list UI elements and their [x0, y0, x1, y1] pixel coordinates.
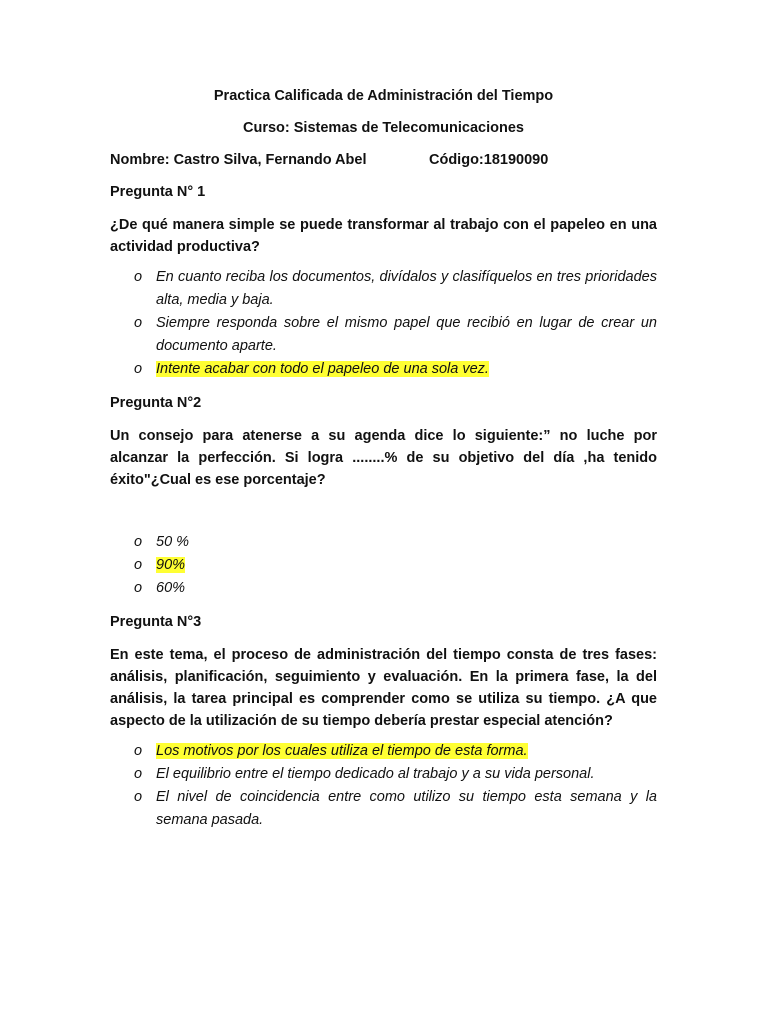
option-text: Siempre responda sobre el mismo papel que recibió en lugar de crear un documento aparte.: [156, 315, 657, 354]
bullet-icon: o: [134, 534, 143, 550]
question-1-option-2: [110, 312, 657, 358]
bullet-icon: o: [134, 743, 143, 759]
question-1-option-3: [110, 358, 657, 381]
student-info-row: [110, 150, 657, 170]
bullet-icon: o: [134, 580, 143, 596]
option-text-highlighted: 90%: [156, 557, 186, 573]
question-2-option-2: [110, 554, 657, 577]
option-text: 50 %: [156, 534, 190, 550]
question-2-option-3: [110, 577, 657, 600]
bullet-icon: o: [134, 315, 143, 331]
question-1-option-1: [110, 266, 657, 312]
question-2-option-1: [110, 531, 657, 554]
bullet-icon: o: [134, 766, 143, 782]
question-2-options: [110, 531, 657, 600]
question-2-heading: Pregunta N°2: [110, 395, 202, 411]
student-code: Código:18190090: [429, 152, 549, 168]
document-page: [110, 86, 657, 844]
bullet-icon: o: [134, 361, 143, 377]
option-text: En cuanto reciba los documentos, divídalos y clasifíquelos en tres prioridades alta, media y baja.: [156, 269, 657, 308]
question-2-text: Un consejo para atenerse a su agenda dice lo siguiente:” no luche por alcanzar la perfección. Si logra ........% de su objetivo del día ,ha tenido éxito"¿Cual es ese porcentaje?: [110, 428, 657, 488]
question-3-options: [110, 740, 657, 832]
question-3-heading: Pregunta N°3: [110, 614, 202, 630]
option-text: El equilibrio entre el tiempo dedicado al trabajo y a su vida personal.: [156, 766, 595, 782]
bullet-icon: o: [134, 789, 143, 805]
option-text: 60%: [156, 580, 186, 596]
bullet-icon: o: [134, 557, 143, 573]
question-3-option-1: [110, 740, 657, 763]
question-3-option-2: [110, 763, 657, 786]
question-1-text: ¿De qué manera simple se puede transformar al trabajo con el papeleo en una actividad productiva?: [110, 217, 657, 255]
course-line: Curso: Sistemas de Telecomunicaciones: [243, 120, 524, 136]
question-1-heading: Pregunta N° 1: [110, 184, 206, 200]
option-text-highlighted: Los motivos por los cuales utiliza el tiempo de esta forma.: [156, 743, 528, 759]
question-3-text: En este tema, el proceso de administración del tiempo consta de tres fases: análisis, planificación, seguimiento y evaluación. En la primera fase, la del análisis, la tarea principal es comprender como se utiliza su tiempo. ¿A que aspecto de la utilización de su tiempo debería prestar especial atención?: [110, 647, 657, 729]
bullet-icon: o: [134, 269, 143, 285]
document-title: Practica Calificada de Administración del Tiempo: [213, 88, 554, 104]
question-3-option-3: [110, 786, 657, 832]
student-name: Nombre: Castro Silva, Fernando Abel: [110, 152, 367, 168]
spacer: [110, 499, 657, 531]
option-text: El nivel de coincidencia entre como utilizo su tiempo esta semana y la semana pasada.: [156, 789, 657, 828]
question-1-options: [110, 266, 657, 381]
option-text-highlighted: Intente acabar con todo el papeleo de una sola vez.: [156, 361, 489, 377]
